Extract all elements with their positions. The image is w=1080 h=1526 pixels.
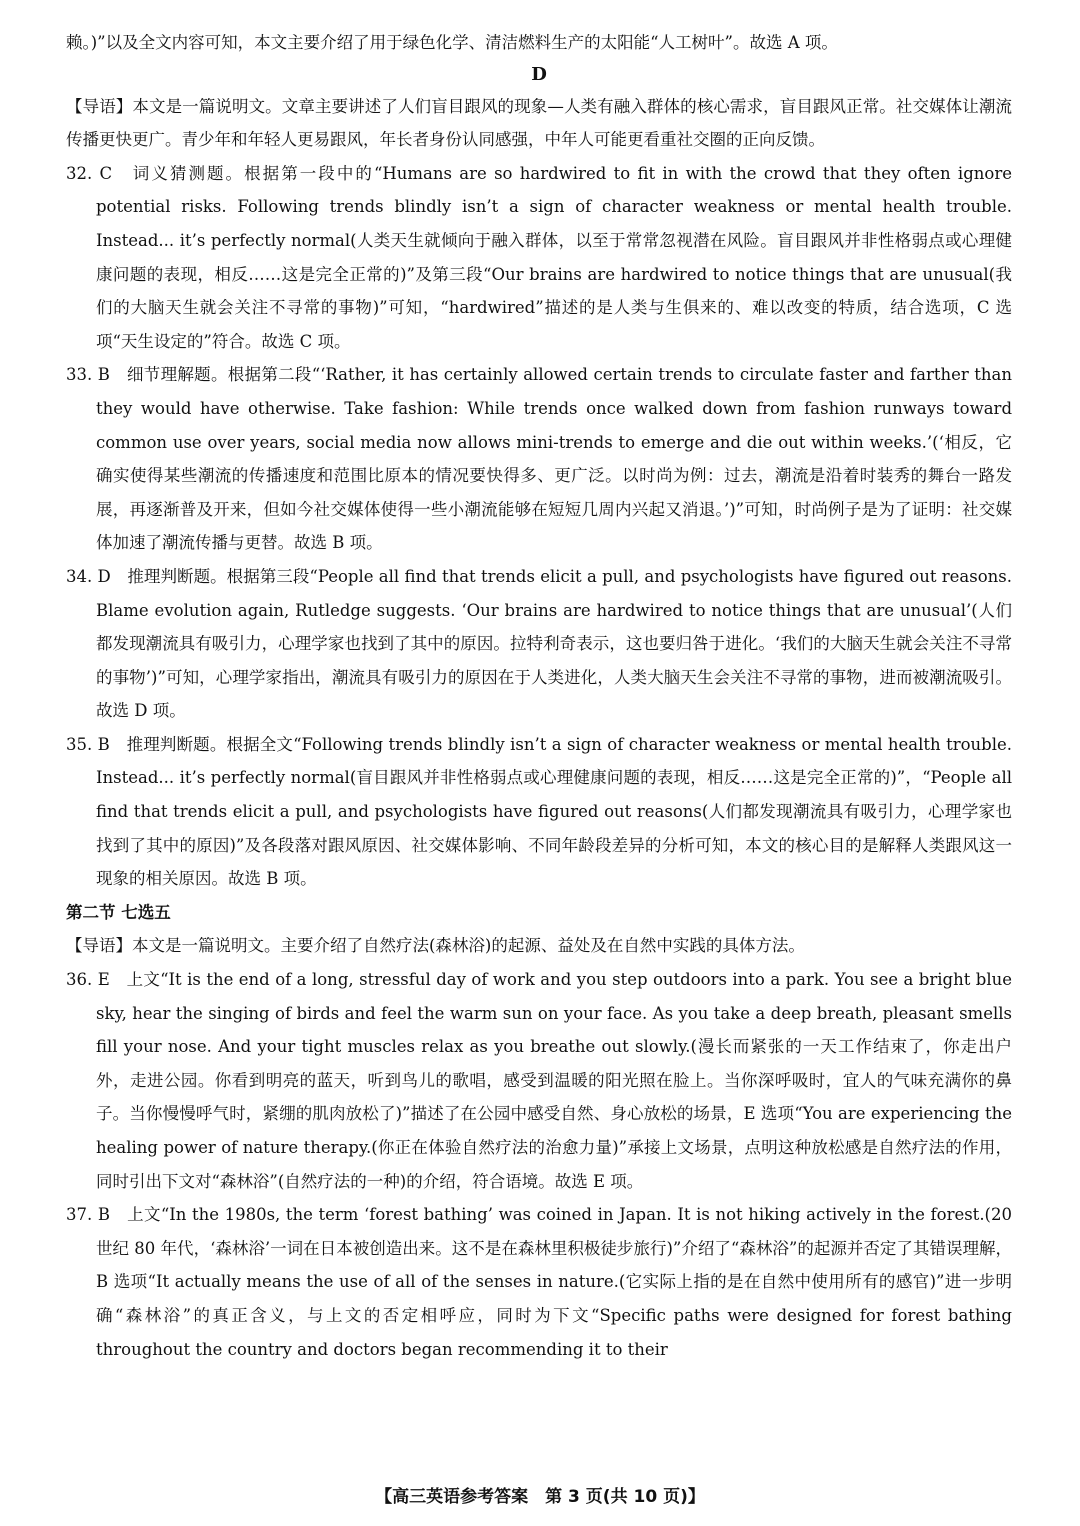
page-content [66,26,1012,1366]
answer-text: 词义猜测题。根据第一段中的“Humans are so hardwired to fit in with the crowd that they often ignore potential risks. Following trends blindly isn’t a sign of character weakness or mental health trouble. Instead... it’s perfectly normal(人类天生就倾向于融入群体，以至于常常忽视潜在风险。盲目跟风并非性格弱点或心理健康问题的表现，相反……这是完全正常的)”及第三段“Our brains are hardwired to notice things that are unusual(我们的大脑天生就会关注不寻常的事物)”可知，“hardwired”描述的是人类与生俱来的、难以改变的特质，结合选项，C 选项“天生设定的”符合。故选 C 项。 [96,163,1012,351]
answer-number: 32. C [66,163,113,183]
passage-label: D [531,63,547,85]
continued-line: 赖。)”以及全文内容可知，本文主要介绍了用于绿色化学、清洁燃料生产的太阳能“人工树叶”。故选 A 项。 [66,33,838,52]
answer-item [66,1198,1012,1366]
answer-number: 37. B [66,1205,110,1225]
answer-number: 34. D [66,566,111,586]
intro-section-2: 【导语】本文是一篇说明文。主要介绍了自然疗法(森林浴)的起源、益处及在自然中实践的具体方法。 [66,936,805,956]
answer-text: 上文“It is the end of a long, stressful day of work and you step outdoors into a park. You see a bright blue sky, hear the singing of birds and feel the warm sun on your face. As you take a deep breath, pleasant smells fill your nose. And your tight muscles relax as you breathe out slowly.(漫长而紧张的一天工作结束了，你走出户外，走进公园。你看到明亮的蓝天，听到鸟儿的歌唱，感受到温暖的阳光照在脸上。当你深呼吸时，宜人的气味充满你的鼻子。当你慢慢呼气时，紧绷的肌肉放松了)”描述了在公园中感受自然、身心放松的场景，E 选项“You are experiencing the healing power of nature therapy.(你正在体验自然疗法的治愈力量)”承接上文场景，点明这种放松感是自然疗法的作用，同时引出下文对“森林浴”(自然疗法的一种)的介绍，符合语境。故选 E 项。 [96,970,1013,1191]
page-footer: 【高三英语参考答案 第 3 页(共 10 页)】 [375,1487,705,1507]
answer-text: 上文“In the 1980s, the term ‘forest bathing’ was coined in Japan. It is not hiking actively in the forest.(20 世纪 80 年代，‘森林浴’一词在日本被创造出来。这不是在森林里积极徒步旅行)”介绍了“森林浴”的起源并否定了其错误理解，B 选项“It actually means the use of all of the senses in nature.(它实际上指的是在自然中使用所有的感官)”进一步明确“森林浴”的真正含义，与上文的否定相呼应，同时为下文“Specific paths were designed for forest bathing throughout the country and doctors began recommending it to their [96,1205,1012,1359]
answer-item [66,963,1012,1198]
answer-number: 35. B [66,734,110,754]
answer-item [66,728,1012,896]
answer-text: 推理判断题。根据第三段“People all find that trends elicit a pull, and psychologists have figured out reasons. Blame evolution again, Rutledge suggests. ‘Our brains are hardwired to notice things that are unusual’(人们都发现潮流具有吸引力，心理学家也找到了其中的原因。拉特利奇表示，这也要归咎于进化。‘我们的大脑天生就会关注不寻常的事物’)”可知，心理学家指出，潮流具有吸引力的原因在于人类进化，人类大脑天生会关注不寻常的事物，进而被潮流吸引。故选 D 项。 [96,566,1013,721]
answer-number: 33. B [66,365,110,385]
answer-item [66,157,1012,359]
answer-item [66,560,1012,728]
answer-item [66,358,1012,560]
intro-d: 【导语】本文是一篇说明文。文章主要讲述了人们盲目跟风的现象—人类有融入群体的核心需求，盲目跟风正常。社交媒体让潮流传播更快更广。青少年和年轻人更易跟风，年长者身份认同感强，中年人可能更看重社交圈的正向反馈。 [66,96,1012,150]
answer-text: 细节理解题。根据第二段“‘Rather, it has certainly allowed certain trends to circulate faster and farther than they would have otherwise. Take fashion: While trends once walked down from fashion runways toward common use over years, social media now allows mini-trends to emerge and die out within weeks.’(‘相反，它确实使得某些潮流的传播速度和范围比原本的情况要快得多、更广泛。以时尚为例：过去，潮流是沿着时装秀的舞台一路发展，再逐渐普及开来，但如今社交媒体使得一些小潮流能够在短短几周内兴起又消退。’)”可知，时尚例子是为了证明：社交媒体加速了潮流传播与更替。故选 B 项。 [96,365,1013,553]
answer-number: 36. E [66,970,110,990]
answer-text: 推理判断题。根据全文“Following trends blindly isn’t a sign of character weakness or mental health trouble. Instead... it’s perfectly normal(盲目跟风并非性格弱点或心理健康问题的表现，相反……这是完全正常的)”，“People all find that trends elicit a pull, and psychologists have figured out reasons(人们都发现潮流具有吸引力，心理学家也找到了其中的原因)”及各段落对跟风原因、社交媒体影响、不同年龄段差异的分析可知，本文的核心目的是解释人类跟风这一现象的相关原因。故选 B 项。 [96,734,1012,889]
section-title: 第二节 七选五 [66,902,171,922]
